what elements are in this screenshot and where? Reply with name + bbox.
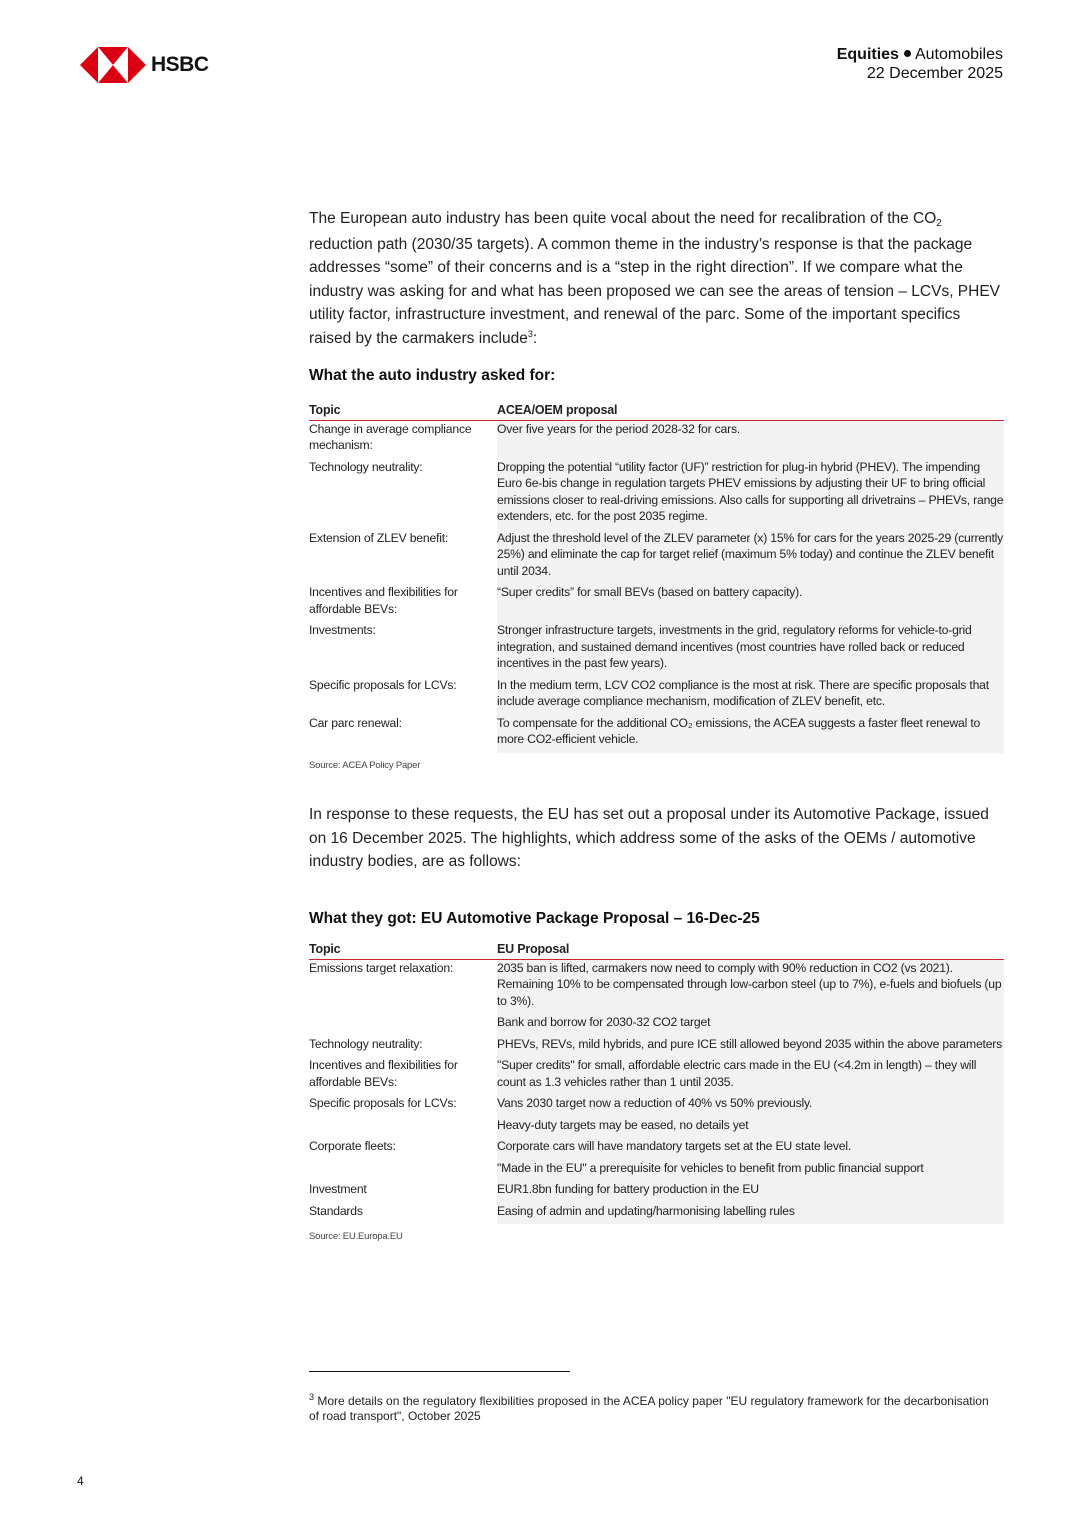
row-proposal: In the medium term, LCV CO2 compliance is the most at risk. There are specific proposals that include average compliance mechanism, modification of ZLEV benefit, etc. (497, 677, 1004, 715)
bullet-icon (904, 50, 911, 57)
row-proposal: 2035 ban is lifted, carmakers now need to comply with 90% reduction in CO2 (vs 2021). Remaining 10% to be compensated through low-carbon steel (up to 7%), e-fuels and biofuels (up to 3%). (497, 959, 1004, 1014)
table2-title: What they got: EU Automotive Package Proposal – 16-Dec-25 (309, 910, 760, 927)
footnote-text: More details on the regulatory flexibilities proposed in the ACEA policy paper "EU regulatory framework for the decarbonisation of road transport", October 2025 (309, 1394, 989, 1423)
row-proposal: Over five years for the period 2028-32 for cars. (497, 420, 1004, 459)
footnote-number: 3 (309, 1392, 315, 1402)
middle-section (309, 803, 1004, 874)
table-row (309, 1095, 1004, 1117)
row-topic: Emissions target relaxation: (309, 959, 497, 1014)
table-row (309, 1014, 1004, 1036)
row-proposal: To compensate for the additional CO₂ emissions, the ACEA suggests a faster fleet renewal to more CO2-efficient vehicle. (497, 715, 1004, 753)
row-proposal: Corporate cars will have mandatory targets set at the EU state level. (497, 1138, 1004, 1160)
row-proposal: EUR1.8bn funding for battery production in the EU (497, 1181, 1004, 1203)
row-proposal: PHEVs, REVs, mild hybrids, and pure ICE still allowed beyond 2035 within the above parameters (497, 1036, 1004, 1058)
table-row (309, 1181, 1004, 1203)
table2-col-topic: Topic (309, 941, 497, 959)
row-topic: Technology neutrality: (309, 1036, 497, 1058)
table-row (309, 1057, 1004, 1095)
table1-source: Source: ACEA Policy Paper (309, 759, 421, 771)
row-topic: Corporate fleets: (309, 1138, 497, 1160)
sector-line (837, 45, 1003, 64)
co2-subscript: 2 (936, 218, 942, 229)
table-row (309, 1117, 1004, 1139)
footnote (309, 1394, 989, 1424)
report-date: 22 December 2025 (866, 65, 1003, 82)
intro-text-2: reduction path (2030/35 targets). A common theme in the industry’s response is that the package addresses “some” of their concerns and is a “step in the right direction”. If we compare what the industry was asking for and what has been proposed we can see the areas of tension – LCVs, PHEV utility factor, infrastructure investment, and renewal of the parc. Some of the important specifics raised by the carmakers include (309, 235, 1001, 347)
table-row (309, 530, 1004, 585)
row-proposal: “Super credits” for small BEVs (based on battery capacity). (497, 584, 1004, 622)
page-number: 4 (77, 1474, 84, 1488)
table2 (309, 941, 1004, 1224)
row-topic (309, 1117, 497, 1139)
table-row (309, 1138, 1004, 1160)
row-proposal: Stronger infrastructure targets, investments in the grid, regulatory reforms for vehicle-to-grid integration, and sustained demand incentives (most countries have rolled back or reduced incentives in the past few years). (497, 622, 1004, 677)
footnote-divider (309, 1371, 570, 1372)
row-topic: Specific proposals for LCVs: (309, 677, 497, 715)
intro-paragraph (309, 207, 1004, 351)
table1-title: What the auto industry asked for: (309, 367, 556, 384)
row-topic: Extension of ZLEV benefit: (309, 530, 497, 585)
row-proposal: Heavy-duty targets may be eased, no details yet (497, 1117, 1004, 1139)
row-topic: Car parc renewal: (309, 715, 497, 753)
row-topic (309, 1014, 497, 1036)
table2-header-row (309, 941, 1004, 959)
report-header (837, 45, 1003, 83)
row-topic: Incentives and flexibilities for affordable BEVs: (309, 584, 497, 622)
row-topic: Standards (309, 1203, 497, 1225)
brand-name: HSBC (151, 53, 209, 76)
table1 (309, 402, 1004, 753)
table-row (309, 715, 1004, 753)
hsbc-logo (80, 47, 209, 83)
table1-col-proposal: ACEA/OEM proposal (497, 402, 1004, 420)
row-topic: Change in average compliance mechanism: (309, 420, 497, 459)
row-proposal: "Super credits" for small, affordable electric cars made in the EU (<4.2m in length) – they will count as 1.3 vehicles rather than 1 until 2035. (497, 1057, 1004, 1095)
table2-section (309, 910, 1004, 1242)
table2-body (309, 959, 1004, 1224)
table1-section (309, 367, 1004, 771)
table1-header-row (309, 402, 1004, 420)
table2-source: Source: EU.Europa.EU (309, 1231, 403, 1242)
table2-col-proposal: EU Proposal (497, 941, 1004, 959)
intro-section (309, 207, 1004, 351)
row-proposal: Vans 2030 target now a reduction of 40% vs 50% previously. (497, 1095, 1004, 1117)
row-topic: Investments: (309, 622, 497, 677)
row-topic: Investment (309, 1181, 497, 1203)
middle-paragraph: In response to these requests, the EU has set out a proposal under its Automotive Package, issued on 16 December 2025. The highlights, which address some of the asks of the OEMs / automotive industry bodies, are as follows: (309, 806, 989, 871)
table-row (309, 1203, 1004, 1225)
table-row (309, 677, 1004, 715)
table1-body (309, 420, 1004, 753)
row-topic: Specific proposals for LCVs: (309, 1095, 497, 1117)
table-row (309, 622, 1004, 677)
section-label: Equities (836, 46, 899, 63)
row-proposal: Adjust the threshold level of the ZLEV parameter (x) 15% for cars for the years 2025-29 (currently 25%) and eliminate the cap for target relief (maximum 5% today) and continue the ZLEV benefit until 2034. (497, 530, 1004, 585)
row-proposal: Bank and borrow for 2030-32 CO2 target (497, 1014, 1004, 1036)
row-proposal: Easing of admin and updating/harmonising labelling rules (497, 1203, 1004, 1225)
table-row (309, 584, 1004, 622)
row-proposal: "Made in the EU" a prerequisite for vehicles to benefit from public financial support (497, 1160, 1004, 1182)
intro-end: : (532, 329, 538, 347)
table1-col-topic: Topic (309, 402, 497, 420)
table-row (309, 959, 1004, 1014)
row-topic: Incentives and flexibilities for affordable BEVs: (309, 1057, 497, 1095)
row-topic: Technology neutrality: (309, 459, 497, 530)
subsection-label: Automobiles (914, 46, 1003, 63)
table-row (309, 1036, 1004, 1058)
table-row (309, 420, 1004, 459)
row-proposal: Dropping the potential “utility factor (UF)” restriction for plug-in hybrid (PHEV). The impending Euro 6e-bis change in regulation targets PHEV emissions by adjusting their UF to bring official emissions closer to real-driving emissions. Also calls for supporting all drivetrains – PHEVs, range extenders, etc. for the post 2035 regime. (497, 459, 1004, 530)
hsbc-hexagon-icon (80, 47, 146, 83)
footnote-ref[interactable]: 3 (527, 328, 533, 339)
table-row (309, 459, 1004, 530)
table-row (309, 1160, 1004, 1182)
intro-text-1: The European auto industry has been quite vocal about the need for recalibration of the CO (309, 210, 937, 227)
row-topic (309, 1160, 497, 1182)
